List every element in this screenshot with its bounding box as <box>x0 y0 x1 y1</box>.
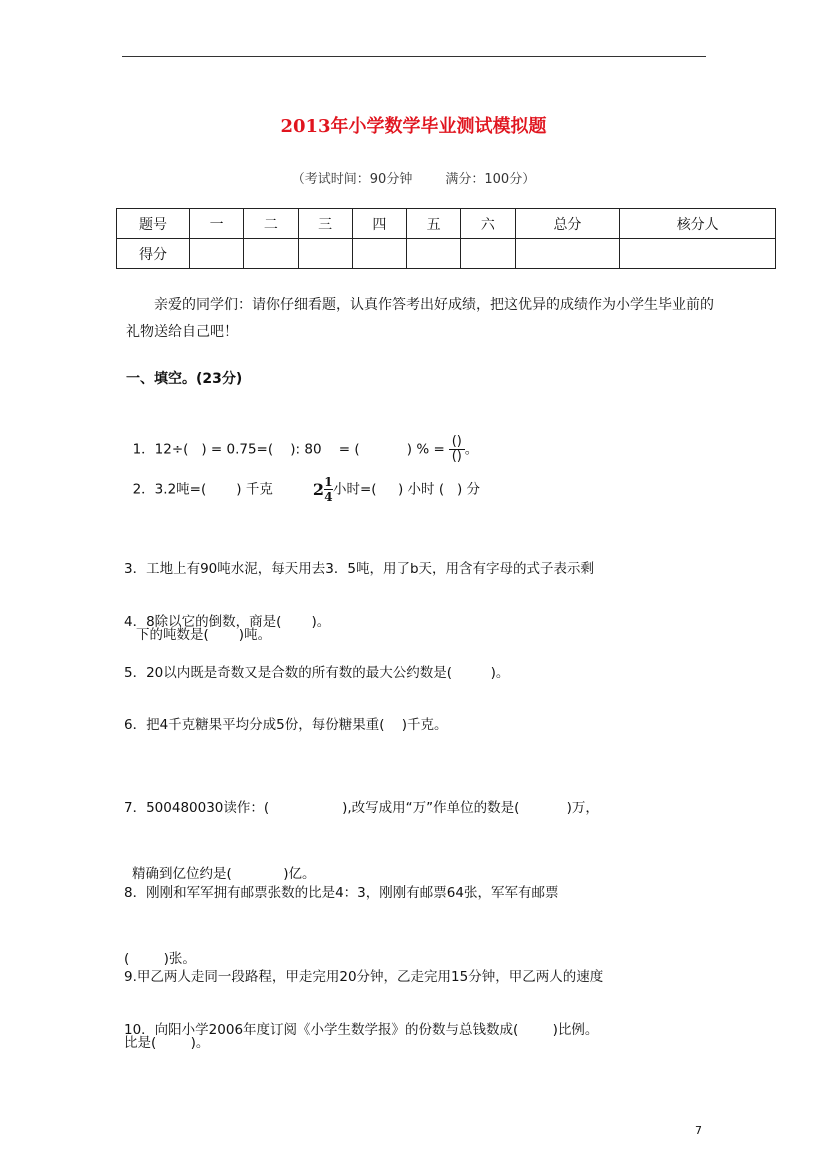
question-3 <box>124 525 724 659</box>
table-cell: 得分 <box>117 239 190 269</box>
blank-fraction <box>449 436 465 463</box>
exam-subtitle: （考试时间：90分钟 满分：100分） <box>291 172 536 187</box>
question-1 <box>124 420 724 463</box>
question-7-line-2: 精确到亿位约是( )亿。 <box>132 866 316 882</box>
table-cell: 六 <box>461 209 515 239</box>
exam-title: 2013年小学数学毕业测试模拟题 <box>280 116 547 137</box>
fraction-numerator: () <box>451 434 462 449</box>
question-1-text: 1．12÷( ) = 0.75=( ): 80 = ( ) % = <box>132 441 445 458</box>
score-entry-cell <box>352 239 406 269</box>
question-9-line-1: 9.甲乙两人走同一段路程，甲走完用20分钟，乙走完用15分钟，甲乙两人的速度 <box>124 969 604 985</box>
question-2 <box>124 460 724 503</box>
question-3-line-2: 下的吨数是( )吨。 <box>136 627 272 643</box>
score-table-score-row <box>117 239 776 269</box>
question-1-tail: 。 <box>464 441 479 458</box>
table-cell: 总分 <box>515 209 620 239</box>
table-cell: 三 <box>298 209 352 239</box>
table-cell: 二 <box>244 209 298 239</box>
mixed-fraction-whole: 2 <box>312 480 324 499</box>
score-entry-cell <box>620 239 776 269</box>
question-9-line-2: 比是( )。 <box>124 1035 210 1051</box>
question-7-line-1: 7．500480030读作：( ),改写成用“万”作单位的数是( )万， <box>124 800 599 816</box>
question-2-text-after: 小时=( ) 小时 ( ) 分 <box>332 481 481 498</box>
question-9 <box>124 933 724 1067</box>
intro-paragraph: 亲爱的同学们：请你仔细看题，认真作答考出好成绩，把这优异的成绩作为小学生毕业前的礼物送给自己吧！ <box>126 297 714 340</box>
table-cell: 核分人 <box>620 209 776 239</box>
question-4: 4．8除以它的倒数，商是( )。 <box>124 614 331 630</box>
question-5: 5．20以内既是奇数又是合数的所有数的最大公约数是( )。 <box>124 665 510 681</box>
fraction-denominator: 4 <box>324 490 333 504</box>
question-6: 6．把4千克糖果平均分成5份，每份糖果重( )千克。 <box>124 717 448 733</box>
table-cell: 一 <box>190 209 244 239</box>
table-cell: 五 <box>407 209 461 239</box>
table-cell: 四 <box>352 209 406 239</box>
question-3-line-1: 3．工地上有90吨水泥，每天用去3．5吨，用了b天，用含有字母的式子表示剩 <box>124 561 595 577</box>
question-8-line-2: ( )张。 <box>124 951 196 967</box>
question-10: 10．向阳小学2006年度订阅《小学生数学报》的份数与总钱数成( )比例。 <box>124 1022 599 1038</box>
mixed-fraction <box>313 476 333 503</box>
fraction-numerator: 1 <box>324 475 333 489</box>
score-entry-cell <box>190 239 244 269</box>
header-rule <box>122 56 706 57</box>
fraction-denominator: () <box>451 449 462 464</box>
score-entry-cell <box>407 239 461 269</box>
score-entry-cell <box>244 239 298 269</box>
question-2-text: 2．3.2吨=( ) 千克 <box>132 481 273 498</box>
score-table-header-row <box>117 209 776 239</box>
score-entry-cell <box>461 239 515 269</box>
question-8-line-1: 8．刚刚和军军拥有邮票张数的比是4：3，刚刚有邮票64张，军军有邮票 <box>124 885 559 901</box>
section-heading: 一、填空。(23分) <box>126 371 243 387</box>
score-entry-cell <box>515 239 620 269</box>
score-table <box>116 208 776 269</box>
page-number: 7 <box>695 1124 702 1137</box>
score-entry-cell <box>298 239 352 269</box>
table-cell: 题号 <box>117 209 190 239</box>
